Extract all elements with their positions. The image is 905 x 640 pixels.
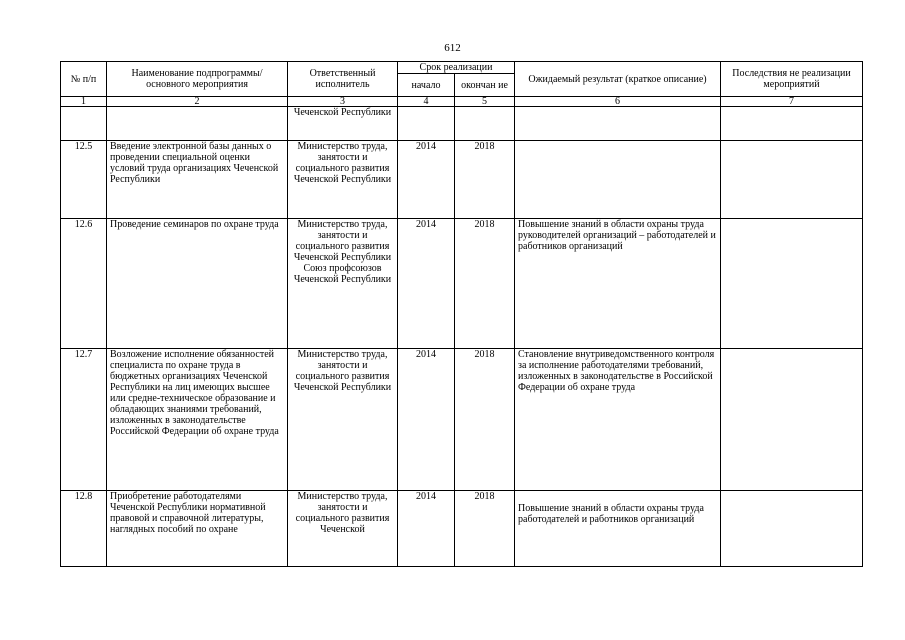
row-result bbox=[515, 141, 721, 219]
row-result: Становление внутриведомственного контроля за исполнение работодателями требований, изложенных в законодательстве в Российской Федерации об охране труда bbox=[515, 349, 721, 491]
row-start: 2014 bbox=[398, 349, 455, 491]
row-consequences bbox=[721, 219, 863, 349]
row-result: Повышение знаний в области охраны труда работодателей и работников организаций bbox=[515, 491, 721, 567]
column-number: 3 bbox=[288, 97, 398, 107]
row-start: 2014 bbox=[398, 491, 455, 567]
column-number: 4 bbox=[398, 97, 455, 107]
row-end: 2018 bbox=[455, 219, 515, 349]
column-number: 2 bbox=[107, 97, 288, 107]
table-row bbox=[61, 141, 863, 219]
row-number: 12.7 bbox=[61, 349, 107, 491]
row-name: Приобретение работодателями Чеченской Республики нормативной правовой и справочной литературы, наглядных пособий по охране bbox=[107, 491, 288, 567]
row-name: Введение электронной базы данных о проведении специальной оценки условий труда организациях Чеченской Республики bbox=[107, 141, 288, 219]
row-end: 2018 bbox=[455, 491, 515, 567]
table-row bbox=[61, 349, 863, 491]
table-row bbox=[61, 219, 863, 349]
row-consequences bbox=[721, 349, 863, 491]
row-number: 12.5 bbox=[61, 141, 107, 219]
header-period: Срок реализации bbox=[398, 62, 515, 74]
header-end: окончан ие bbox=[455, 74, 515, 97]
column-number-row bbox=[61, 97, 863, 107]
row-consequences bbox=[721, 491, 863, 567]
row-end: 2018 bbox=[455, 141, 515, 219]
table-row bbox=[61, 107, 863, 141]
row-consequences bbox=[721, 107, 863, 141]
header-num: № п/п bbox=[61, 62, 107, 97]
header-consequences: Последствия не реализации мероприятий bbox=[721, 62, 863, 97]
row-end: 2018 bbox=[455, 349, 515, 491]
row-number: 12.8 bbox=[61, 491, 107, 567]
row-name bbox=[107, 107, 288, 141]
row-executor: Министерство труда, занятости и социального развития Чеченской Республики bbox=[288, 349, 398, 491]
column-number: 6 bbox=[515, 97, 721, 107]
row-number: 12.6 bbox=[61, 219, 107, 349]
row-executor: Министерство труда, занятости и социального развития Чеченской bbox=[288, 491, 398, 567]
column-number: 1 bbox=[61, 97, 107, 107]
row-name: Проведение семинаров по охране труда bbox=[107, 219, 288, 349]
program-table bbox=[60, 61, 863, 567]
row-name: Возложение исполнение обязанностей специалиста по охране труда в бюджетных организациях Чеченской Республики на лиц имеющих высшее или средне-техническое образование и обладающих знаниями требований, изложенных в законодательстве Российской Федерации об охране труда bbox=[107, 349, 288, 491]
row-end bbox=[455, 107, 515, 141]
header-start: начало bbox=[398, 74, 455, 97]
row-executor: Министерство труда, занятости и социального развития Чеченской Республики bbox=[288, 141, 398, 219]
row-number bbox=[61, 107, 107, 141]
header-result: Ожидаемый результат (краткое описание) bbox=[515, 62, 721, 97]
row-executor: Чеченской Республики bbox=[288, 107, 398, 141]
row-result: Повышение знаний в области охраны труда руководителей организаций – работодателей и работников организаций bbox=[515, 219, 721, 349]
header-name: Наименование подпрограммы/ основного мероприятия bbox=[107, 62, 288, 97]
column-number: 5 bbox=[455, 97, 515, 107]
row-result bbox=[515, 107, 721, 141]
row-start bbox=[398, 107, 455, 141]
column-number: 7 bbox=[721, 97, 863, 107]
table-header bbox=[61, 62, 863, 107]
row-start: 2014 bbox=[398, 219, 455, 349]
row-consequences bbox=[721, 141, 863, 219]
row-start: 2014 bbox=[398, 141, 455, 219]
page-number: 612 bbox=[444, 42, 461, 54]
header-executor: Ответственный исполнитель bbox=[288, 62, 398, 97]
row-executor: Министерство труда, занятости и социального развития Чеченской Республики Союз профсоюзов Чеченской Республики bbox=[288, 219, 398, 349]
table-row bbox=[61, 491, 863, 567]
